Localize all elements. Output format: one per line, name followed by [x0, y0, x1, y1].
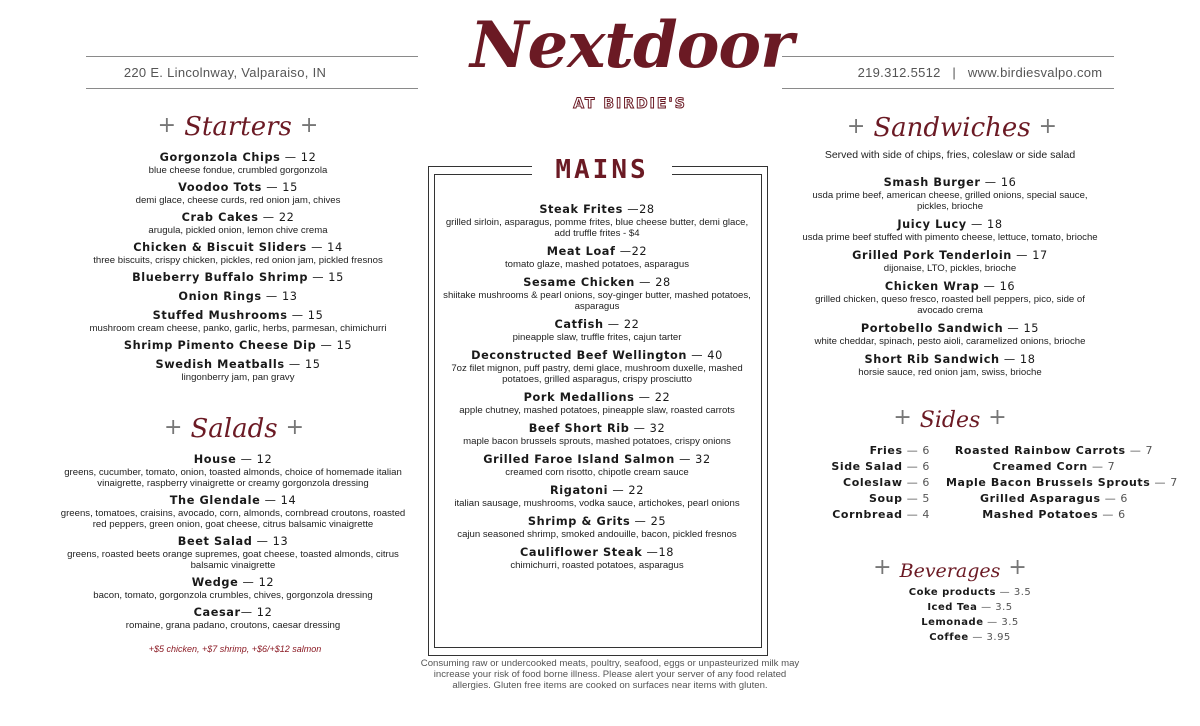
- menu-item: [58, 493, 408, 530]
- sides-right-list: [946, 443, 1178, 523]
- menu-item-heading: [58, 210, 418, 225]
- menu-row-name: Cornbread: [832, 508, 903, 521]
- plus-ornament-icon: +: [285, 415, 304, 440]
- menu-item-price: — 12: [280, 151, 317, 164]
- salad-addons: +$5 chicken, +$7 shrimp, +$6/+$12 salmon: [148, 644, 322, 654]
- menu-item-description: arugula, pickled onion, lemon chive crema: [148, 225, 328, 236]
- menu-row: [946, 507, 1162, 523]
- phone-website: 219.312.5512 | www.birdiesvalpo.com: [857, 65, 1103, 80]
- menu-item-description: italian sausage, mushrooms, vodka sauce, artichokes, pearl onions: [454, 498, 740, 509]
- menu-item-description: greens, cucumber, tomato, onion, toasted almonds, choice of homemade italian vinaigrette, raspberry vinaigrette or creamy gorgonzola dressing: [64, 467, 402, 489]
- menu-item-price: — 18: [999, 353, 1036, 366]
- menu-item-heading: [440, 348, 754, 363]
- menu-item-heading: [800, 248, 1100, 263]
- menu-item-name: Beet Salad: [177, 535, 253, 548]
- menu-row: [870, 630, 1070, 645]
- sandwiches-subtitle: Served with side of chips, fries, coleslaw or side salad: [824, 149, 1076, 161]
- menu-row: [870, 615, 1070, 630]
- menu-item-price: — 12: [238, 576, 275, 589]
- menu-item-heading: [440, 421, 754, 436]
- menu-item: [440, 514, 754, 540]
- menu-item-description: white cheddar, spinach, pesto aioli, caramelized onions, brioche: [814, 336, 1086, 347]
- menu-row-name: Fries: [869, 444, 903, 457]
- menu-item-description: greens, tomatoes, craisins, avocado, corn, almonds, cornbread croutons, roasted red peppers, green onion, goat cheese, citrus balsamic vinaigrette: [60, 508, 406, 530]
- menu-item-name: Deconstructed Beef Wellington: [471, 349, 688, 362]
- menu-item: [800, 175, 1100, 212]
- header-rule-left-bottom: [86, 88, 418, 89]
- menu-item: [800, 321, 1100, 347]
- menu-item-price: — 32: [674, 453, 711, 466]
- menu-row-price: — 3.95: [968, 632, 1011, 643]
- menu-item-name: Blueberry Buffalo Shrimp: [132, 271, 309, 284]
- allergy-notice: Consuming raw or undercooked meats, poultry, seafood, eggs or unpasteurized milk may increase your risk of food borne illness. Please alert your server of any food related allergies. Gluten free items are cooked on surfaces near items with gluten.: [420, 658, 800, 691]
- menu-item-price: — 32: [629, 422, 666, 435]
- menu-item-name: Beef Short Rib: [528, 422, 630, 435]
- plus-ornament-icon: +: [299, 113, 319, 138]
- menu-item: [58, 338, 418, 353]
- menu-item: [440, 202, 754, 239]
- menu-item-price: — 40: [687, 349, 723, 362]
- menu-row: [946, 491, 1162, 507]
- menu-item-heading: [440, 244, 754, 259]
- menu-item-heading: [800, 352, 1100, 367]
- menu-item-heading: [58, 493, 408, 508]
- menu-item-description: greens, roasted beets orange supremes, goat cheese, toasted almonds, citrus balsamic vinaigrette: [67, 549, 399, 571]
- menu-item-heading: [58, 308, 418, 323]
- starters-list: [58, 150, 418, 387]
- menu-item: [58, 357, 418, 383]
- menu-row-name: Grilled Asparagus: [980, 492, 1101, 505]
- menu-row-name: Creamed Corn: [992, 460, 1088, 473]
- menu-item-heading: [440, 317, 754, 332]
- menu-item-description: pineapple slaw, truffle frites, cajun tarter: [512, 332, 682, 343]
- menu-row: [810, 507, 930, 523]
- menu-row-price: — 6: [1100, 492, 1128, 505]
- menu-row-price: — 3.5: [996, 587, 1032, 598]
- menu-item-heading: [58, 357, 418, 372]
- menu-item-price: — 18: [966, 218, 1003, 231]
- menu-item-price: — 22: [608, 484, 645, 497]
- plus-ornament-icon: +: [157, 113, 177, 138]
- logo-wordmark: Nextdoor: [470, 8, 793, 83]
- menu-row-price: — 6: [1098, 508, 1126, 521]
- menu-item-price: — 13: [252, 535, 289, 548]
- menu-item-heading: [58, 150, 418, 165]
- menu-item-heading: [440, 545, 754, 560]
- menu-item-description: 7oz filet mignon, puff pastry, demi glace, mushroom duxelle, mashed potatoes, grilled asparagus, crispy prosciutto: [451, 363, 743, 385]
- menu-item-price: — 16: [980, 176, 1017, 189]
- menu-item-price: — 22: [634, 391, 671, 404]
- sandwiches-list: [800, 175, 1100, 383]
- menu-item-name: Portobello Sandwich: [860, 322, 1004, 335]
- menu-item-heading: [440, 514, 754, 529]
- menu-item-description: tomato glaze, mashed potatoes, asparagus: [505, 259, 689, 270]
- menu-item-price: — 14: [260, 494, 297, 507]
- menu-row-price: — 6: [902, 444, 930, 457]
- plus-ornament-icon: +: [893, 405, 912, 430]
- address: 220 E. Lincolnway, Valparaiso, IN: [123, 65, 327, 80]
- menu-item: [58, 534, 408, 571]
- menu-item-price: — 12: [240, 606, 273, 619]
- beverages-list: [870, 585, 1070, 645]
- menu-item-price: — 14: [306, 241, 343, 254]
- menu-item-price: — 17: [1011, 249, 1048, 262]
- menu-item-price: — 13: [261, 290, 298, 303]
- menu-row-price: — 7: [1150, 476, 1178, 489]
- menu-item: [440, 483, 754, 509]
- menu-item: [58, 210, 418, 236]
- menu-item-description: usda prime beef, american cheese, grilled onions, special sauce, pickles, brioche: [812, 190, 1088, 212]
- menu-item-heading: [800, 279, 1100, 294]
- menu-item-heading: [440, 483, 754, 498]
- menu-item-name: House: [193, 453, 237, 466]
- menu-item-price: — 28: [634, 276, 671, 289]
- menu-item-description: blue cheese fondue, crumbled gorgonzola: [148, 165, 328, 176]
- menu-item-name: Stuffed Mushrooms: [152, 309, 288, 322]
- plus-ornament-icon: +: [846, 114, 866, 139]
- menu-item-description: apple chutney, mashed potatoes, pineapple slaw, roasted carrots: [459, 405, 735, 416]
- menu-item-heading: [58, 605, 408, 620]
- menu-item-name: The Glendale: [169, 494, 261, 507]
- menu-item-heading: [440, 202, 754, 217]
- menu-item-heading: [58, 575, 408, 590]
- menu-item-price: — 15: [284, 358, 321, 371]
- menu-item-name: Pork Medallions: [523, 391, 635, 404]
- menu-item-name: Sesame Chicken: [523, 276, 635, 289]
- menu-item-price: — 16: [979, 280, 1016, 293]
- menu-item-name: Wedge: [191, 576, 239, 589]
- menu-item-name: Steak Frites: [539, 203, 624, 216]
- menu-item-heading: [440, 275, 754, 290]
- menu-item: [440, 452, 754, 478]
- mains-list: [440, 202, 754, 576]
- menu-item: [58, 240, 418, 266]
- menu-item-name: Meat Loaf: [546, 245, 616, 258]
- menu-item: [58, 270, 418, 285]
- mains-heading: MAINS: [532, 150, 672, 190]
- menu-item-description: demi glace, cheese curds, red onion jam, chives: [135, 195, 341, 206]
- menu-row: [946, 443, 1162, 459]
- header-rule-right-bottom: [782, 88, 1114, 89]
- header-rule-right-top: [782, 56, 1114, 57]
- menu-row-name: Side Salad: [831, 460, 903, 473]
- menu-row: [810, 459, 930, 475]
- menu-item-heading: [800, 217, 1100, 232]
- menu-item-name: Grilled Faroe Island Salmon: [483, 453, 675, 466]
- menu-item-name: Gorgonzola Chips: [159, 151, 281, 164]
- menu-row-price: — 6: [902, 476, 930, 489]
- menu-item-name: Rigatoni: [549, 484, 609, 497]
- menu-item-name: Onion Rings: [178, 290, 262, 303]
- menu-row-name: Coleslaw: [843, 476, 903, 489]
- menu-row: [946, 459, 1162, 475]
- menu-item: [58, 180, 418, 206]
- menu-item-description: lingonberry jam, pan gravy: [181, 372, 295, 383]
- menu-row-name: Lemonade: [921, 617, 984, 628]
- menu-row-name: Maple Bacon Brussels Sprouts: [946, 476, 1151, 489]
- menu-item-name: Voodoo Tots: [178, 181, 263, 194]
- menu-row-price: — 7: [1087, 460, 1116, 473]
- menu-item-price: — 25: [630, 515, 667, 528]
- menu-item-price: — 15: [316, 339, 353, 352]
- menu-item: [440, 275, 754, 312]
- sides-left-list: [810, 443, 930, 523]
- menu-item-price: — 15: [308, 271, 344, 284]
- menu-item-name: Juicy Lucy: [897, 218, 967, 231]
- menu-item-description: shiitake mushrooms & pearl onions, soy-ginger butter, mashed potatoes, asparagus: [443, 290, 751, 312]
- menu-item-description: mushroom cream cheese, panko, garlic, herbs, parmesan, chimichurri: [89, 323, 387, 334]
- menu-item-price: — 22: [258, 211, 295, 224]
- plus-ornament-icon: +: [1008, 555, 1027, 580]
- menu-row-name: Mashed Potatoes: [982, 508, 1099, 521]
- menu-item-description: maple bacon brussels sprouts, mashed potatoes, crispy onions: [463, 436, 731, 447]
- menu-item-price: —28: [623, 203, 655, 216]
- menu-row-name: Coke products: [908, 587, 996, 598]
- menu-item-name: Grilled Pork Tenderloin: [852, 249, 1012, 262]
- menu-row: [946, 475, 1178, 491]
- salads-heading: + Salads +: [164, 414, 304, 444]
- beverages-heading: + Beverages +: [873, 555, 1027, 582]
- menu-item-heading: [800, 175, 1100, 190]
- menu-item: [58, 289, 418, 304]
- menu-row: [810, 443, 930, 459]
- menu-item: [440, 421, 754, 447]
- plus-ornament-icon: +: [164, 415, 183, 440]
- starters-heading: + Starters +: [157, 112, 319, 142]
- menu-item-description: usda prime beef stuffed with pimento cheese, lettuce, tomato, brioche: [802, 232, 1098, 243]
- sandwiches-heading: + Sandwiches +: [846, 113, 1058, 143]
- menu-item-name: Swedish Meatballs: [155, 358, 285, 371]
- menu-row-price: — 6: [902, 460, 930, 473]
- plus-ornament-icon: +: [873, 555, 892, 580]
- menu-item-price: — 15: [287, 309, 324, 322]
- menu-item-heading: [58, 452, 408, 467]
- menu-item-price: — 22: [603, 318, 640, 331]
- menu-item-price: — 15: [262, 181, 298, 194]
- menu-row: [810, 491, 930, 507]
- menu-item-heading: [58, 289, 418, 304]
- header-rule-left-top: [86, 56, 418, 57]
- plus-ornament-icon: +: [1038, 114, 1058, 139]
- menu-item-description: three biscuits, crispy chicken, pickles, red onion jam, pickled fresnos: [93, 255, 383, 266]
- menu-item: [440, 545, 754, 571]
- menu-item-name: Shrimp Pimento Cheese Dip: [123, 339, 317, 352]
- menu-item-price: —18: [642, 546, 675, 559]
- menu-item-price: — 15: [1003, 322, 1040, 335]
- menu-item-description: horsie sauce, red onion jam, swiss, brioche: [858, 367, 1042, 378]
- menu-item-name: Smash Burger: [883, 176, 981, 189]
- menu-item-name: Cauliflower Steak: [519, 546, 643, 559]
- menu-item-heading: [800, 321, 1100, 336]
- menu-item-description: romaine, grana padano, croutons, caesar dressing: [125, 620, 341, 631]
- menu-item: [800, 352, 1100, 378]
- menu-item: [440, 317, 754, 343]
- menu-item-price: — 12: [236, 453, 273, 466]
- menu-item: [440, 390, 754, 416]
- menu-item-heading: [58, 534, 408, 549]
- menu-item: [58, 308, 418, 334]
- menu-item: [800, 279, 1100, 316]
- menu-row: [870, 585, 1070, 600]
- menu-item-description: bacon, tomato, gorgonzola crumbles, chives, gorgonzola dressing: [93, 590, 373, 601]
- menu-item: [58, 605, 408, 631]
- menu-row-name: Iced Tea: [927, 602, 978, 613]
- menu-item-description: grilled chicken, queso fresco, roasted bell peppers, pico, side of avocado crema: [815, 294, 1085, 316]
- menu-item-name: Chicken Wrap: [884, 280, 980, 293]
- menu-item-price: —22: [615, 245, 648, 258]
- menu-item-name: Crab Cakes: [181, 211, 259, 224]
- menu-item-heading: [440, 452, 754, 467]
- menu-item-name: Short Rib Sandwich: [864, 353, 1000, 366]
- menu-row-price: — 3.5: [983, 617, 1019, 628]
- plus-ornament-icon: +: [988, 405, 1007, 430]
- menu-item-description: grilled sirloin, asparagus, pomme frites, blue cheese butter, demi glace, add truffle frites - $4: [445, 217, 749, 239]
- menu-row: [870, 600, 1070, 615]
- menu-item: [58, 575, 408, 601]
- menu-item-description: cajun seasoned shrimp, smoked andouille, bacon, pickled fresnos: [457, 529, 737, 540]
- menu-item-name: Shrimp & Grits: [527, 515, 631, 528]
- menu-item-name: Caesar: [193, 606, 241, 619]
- menu-item-heading: [58, 180, 418, 195]
- menu-item-description: dijonaise, LTO, pickles, brioche: [883, 263, 1017, 274]
- menu-item-heading: [440, 390, 754, 405]
- menu-item-heading: [58, 338, 418, 353]
- logo-subtitle: AT BIRDIE'S: [573, 96, 687, 112]
- menu-item: [800, 217, 1100, 243]
- menu-item-name: Chicken & Biscuit Sliders: [133, 241, 307, 254]
- menu-item: [58, 150, 418, 176]
- menu-item-description: chimichurri, roasted potatoes, asparagus: [510, 560, 684, 571]
- salads-list: [58, 452, 408, 635]
- menu-item: [58, 452, 408, 489]
- menu-item: [440, 244, 754, 270]
- menu-row-name: Soup: [869, 492, 903, 505]
- menu-item: [800, 248, 1100, 274]
- menu-row-price: — 4: [902, 508, 930, 521]
- menu-item-heading: [58, 240, 418, 255]
- menu-row-price: — 7: [1125, 444, 1154, 457]
- menu-row-name: Roasted Rainbow Carrots: [954, 444, 1126, 457]
- menu-item-name: Catfish: [554, 318, 604, 331]
- menu-item-heading: [58, 270, 418, 285]
- menu-row-name: Coffee: [929, 632, 969, 643]
- menu-row-price: — 5: [902, 492, 930, 505]
- menu-row: [810, 475, 930, 491]
- menu-row-price: — 3.5: [977, 602, 1013, 613]
- sides-heading: + Sides +: [893, 405, 1007, 433]
- menu-item-description: creamed corn risotto, chipotle cream sauce: [505, 467, 689, 478]
- menu-item: [440, 348, 754, 385]
